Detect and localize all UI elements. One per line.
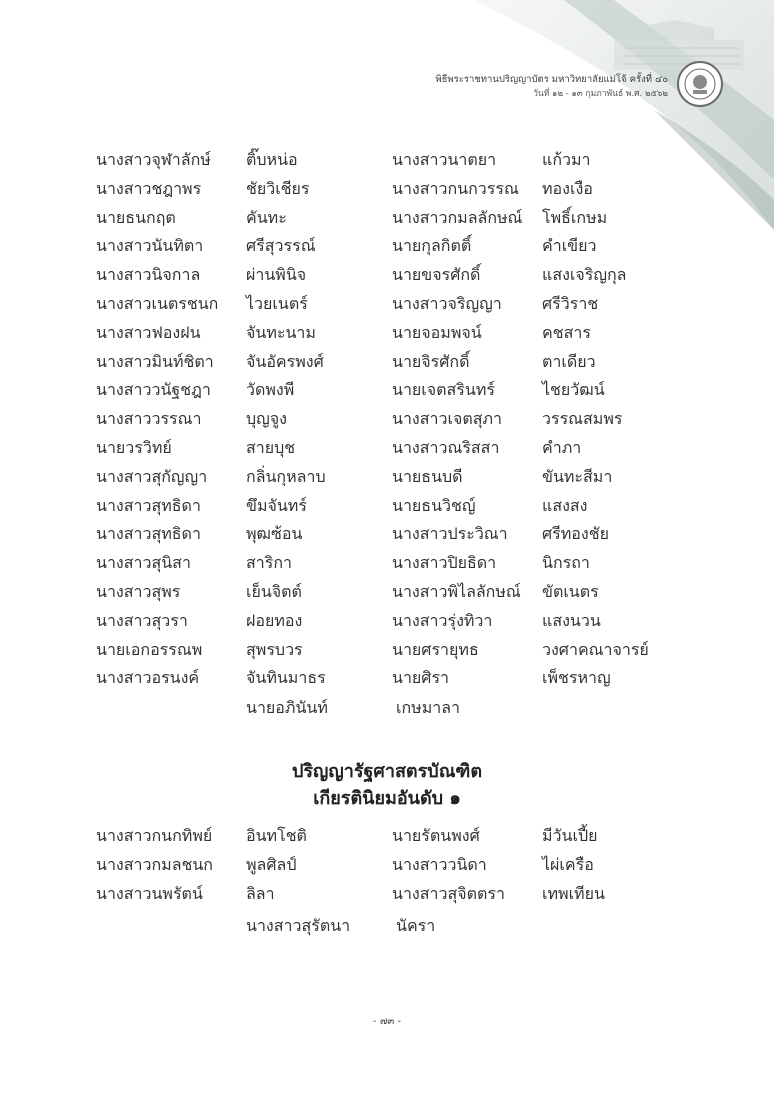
- graduate-first-name: นางสาวปิยธิดา: [392, 553, 497, 573]
- graduate-surname: ผ่านพินิจ: [246, 265, 307, 285]
- seal-icon: [676, 60, 724, 108]
- ceremony-date: วันที่ ๑๒ - ๑๓ กุมภาพันธ์ พ.ศ. ๒๕๖๒: [533, 89, 668, 99]
- graduate-first-name: นายจิรศักดิ์: [392, 351, 470, 371]
- honors-name-last-first: นางสาวสุรัตนา: [246, 916, 351, 935]
- graduate-first-name: นายวรวิทย์: [96, 437, 172, 457]
- graduate-surname: ไชยวัฒน์: [542, 380, 605, 400]
- graduate-first-name: นายธนวิชญ์: [392, 495, 476, 515]
- graduate-surname: จันทินมาธร: [246, 668, 326, 688]
- graduate-list: [96, 146, 696, 693]
- graduate-first-name: นางสาวมินท์ชิตา: [96, 351, 214, 371]
- graduate-surname: คชสาร: [542, 322, 591, 342]
- graduate-first-name: นางสาววนัฐชฎา: [96, 380, 211, 400]
- graduate-surname: มีวันเปี้ย: [542, 826, 598, 845]
- page-number: - ๗๓ -: [373, 1016, 401, 1027]
- graduate-first-name: นางสาวนพรัตน์: [96, 883, 203, 903]
- graduate-first-name: นายจอมพจน์: [392, 322, 482, 342]
- graduate-first-name: นายธนบดี: [392, 466, 463, 486]
- graduate-surname: กลิ่นกุหลาบ: [246, 466, 326, 486]
- graduate-first-name: นางสาวเนตรชนก: [96, 293, 219, 313]
- graduate-first-name: นายศรายุทธ: [392, 639, 479, 659]
- graduate-first-name: นางสาวสุจิตตรา: [392, 883, 505, 903]
- graduate-surname: พุฒซ้อน: [246, 524, 303, 544]
- graduate-first-name: นางสาวกมลลักษณ์: [392, 207, 523, 227]
- graduate-first-name: นายกุลกิตติ์: [392, 236, 472, 256]
- graduate-first-name: นางสาวสุทธิดา: [96, 495, 201, 515]
- graduate-first-name: นางสาวจริญญา: [392, 293, 502, 313]
- graduate-first-name: นางสาวสุวรา: [96, 610, 188, 630]
- degree-heading: ปริญญารัฐศาสตรบัณฑิต: [291, 761, 483, 782]
- graduate-surname: คำภา: [542, 437, 582, 457]
- ceremony-title: พิธีพระราชทานปริญญาบัตร มหาวิทยาลัยแม่โจ้ ครั้งที่ ๔๐: [435, 74, 668, 85]
- graduate-surname: จันทะนาม: [246, 322, 316, 342]
- graduate-surname: ศรีวิราช: [542, 293, 599, 313]
- graduate-first-name: นายธนกฤต: [96, 207, 176, 227]
- graduate-first-name: นางสาวสุพร: [96, 581, 181, 601]
- graduate-first-name: นางสาวนิจกาล: [96, 265, 201, 285]
- graduate-surname: สาริกา: [246, 553, 293, 573]
- graduate-surname: แสงสง: [542, 495, 588, 515]
- graduate-surname: คำเขียว: [542, 236, 597, 256]
- graduate-first-name: นายศิรา: [392, 668, 450, 688]
- graduate-surname: ไวยเนตร์: [246, 293, 308, 313]
- graduate-surname: ขัตเนตร: [542, 581, 599, 601]
- graduate-first-name: นางสาวสุกัญญา: [96, 466, 208, 486]
- graduate-surname: ทองเงือ: [542, 178, 593, 198]
- graduate-surname: จันอัครพงศ์: [246, 351, 324, 371]
- graduate-surname: บุญจูง: [246, 409, 287, 429]
- graduate-first-name: นางสาวกนกทิพย์: [96, 826, 213, 845]
- graduate-surname: เทพเทียน: [542, 883, 605, 903]
- graduate-surname: วรรณสมพร: [542, 409, 623, 429]
- graduate-first-name: นางสาวรุ่งทิวา: [392, 610, 493, 630]
- graduate-surname: ศรีสุวรรณ์: [246, 236, 316, 256]
- graduate-surname: สายบุช: [246, 437, 296, 457]
- graduate-first-name: นางสาวเจตสุภา: [392, 409, 502, 429]
- graduate-first-name: นางสาววรรณา: [96, 409, 202, 429]
- graduate-surname: ไผ่เครือ: [542, 854, 594, 874]
- graduate-first-name: นายรัตนพงศ์: [392, 826, 480, 845]
- graduate-surname: ติ๊บหน่อ: [246, 150, 298, 169]
- graduate-surname: ฝอยทอง: [246, 610, 303, 630]
- graduate-first-name: นางสาวจุฬาลักษ์: [96, 150, 211, 169]
- graduate-surname: เย็นจิตต์: [246, 581, 302, 601]
- graduate-surname: ลิลา: [246, 883, 275, 903]
- graduate-first-name: นายเอกอรรณพ: [96, 639, 203, 659]
- graduate-first-name: นางสาวสุนิสา: [96, 553, 191, 573]
- graduate-first-name: นางสาวกมลชนก: [96, 854, 213, 874]
- graduate-first-name: นางสาวกนกวรรณ: [392, 178, 519, 198]
- graduate-surname: นิกรถา: [542, 553, 590, 573]
- graduate-first-name: นางสาวสุทธิดา: [96, 524, 201, 544]
- graduate-surname: คันทะ: [246, 207, 287, 227]
- graduate-name-last-first: นายอภินันท์: [246, 698, 328, 717]
- graduate-first-name: นางสาววนิดา: [392, 854, 487, 874]
- graduate-surname: เพ็ชรหาญ: [542, 668, 611, 688]
- graduate-surname: พูลศิลป์: [246, 854, 297, 874]
- graduate-surname: แสงเจริญกุล: [542, 265, 627, 285]
- graduate-first-name: นางสาวประวิณา: [392, 524, 508, 544]
- graduate-first-name: นางสาวพิไลลักษณ์: [392, 581, 521, 601]
- graduate-surname: แก้วมา: [542, 150, 591, 169]
- graduate-surname: วัดพงพี: [246, 380, 295, 400]
- graduate-surname: สุพรบวร: [246, 639, 303, 659]
- graduate-surname: ตาเดียว: [542, 351, 596, 371]
- honors-surname-last: นัครา: [396, 916, 436, 935]
- graduate-surname: โพธิ์เกษม: [542, 207, 608, 227]
- graduate-surname: แสงนวน: [542, 610, 601, 630]
- graduate-surname: ขันทะสีมา: [542, 466, 613, 486]
- graduate-surname: ศรีทองชัย: [542, 524, 609, 544]
- graduate-surname: ชัยวิเชียร: [246, 178, 310, 198]
- graduate-first-name: นางสาวอรนงค์: [96, 668, 200, 688]
- graduate-first-name: นางสาวนาตยา: [392, 150, 497, 169]
- graduate-surname: วงศาคณาจารย์: [542, 639, 649, 659]
- graduate-first-name: นางสาวนันทิตา: [96, 236, 204, 256]
- graduate-surname-last: เกษมาลา: [396, 698, 461, 717]
- graduate-first-name: นางสาวณริสสา: [392, 437, 500, 457]
- graduate-first-name: นายเจตสรินทร์: [392, 380, 495, 400]
- graduate-first-name: นายขจรศักดิ์: [392, 265, 481, 285]
- graduate-surname: ขึมจันทร์: [246, 495, 307, 515]
- graduate-surname: อินทโชติ: [246, 826, 307, 845]
- honors-graduate-list: [96, 822, 696, 908]
- honors-heading: เกียรตินิยมอันดับ ๑: [313, 788, 461, 809]
- graduate-first-name: นางสาวฟองฝน: [96, 322, 201, 342]
- graduate-first-name: นางสาวชฎาพร: [96, 178, 202, 198]
